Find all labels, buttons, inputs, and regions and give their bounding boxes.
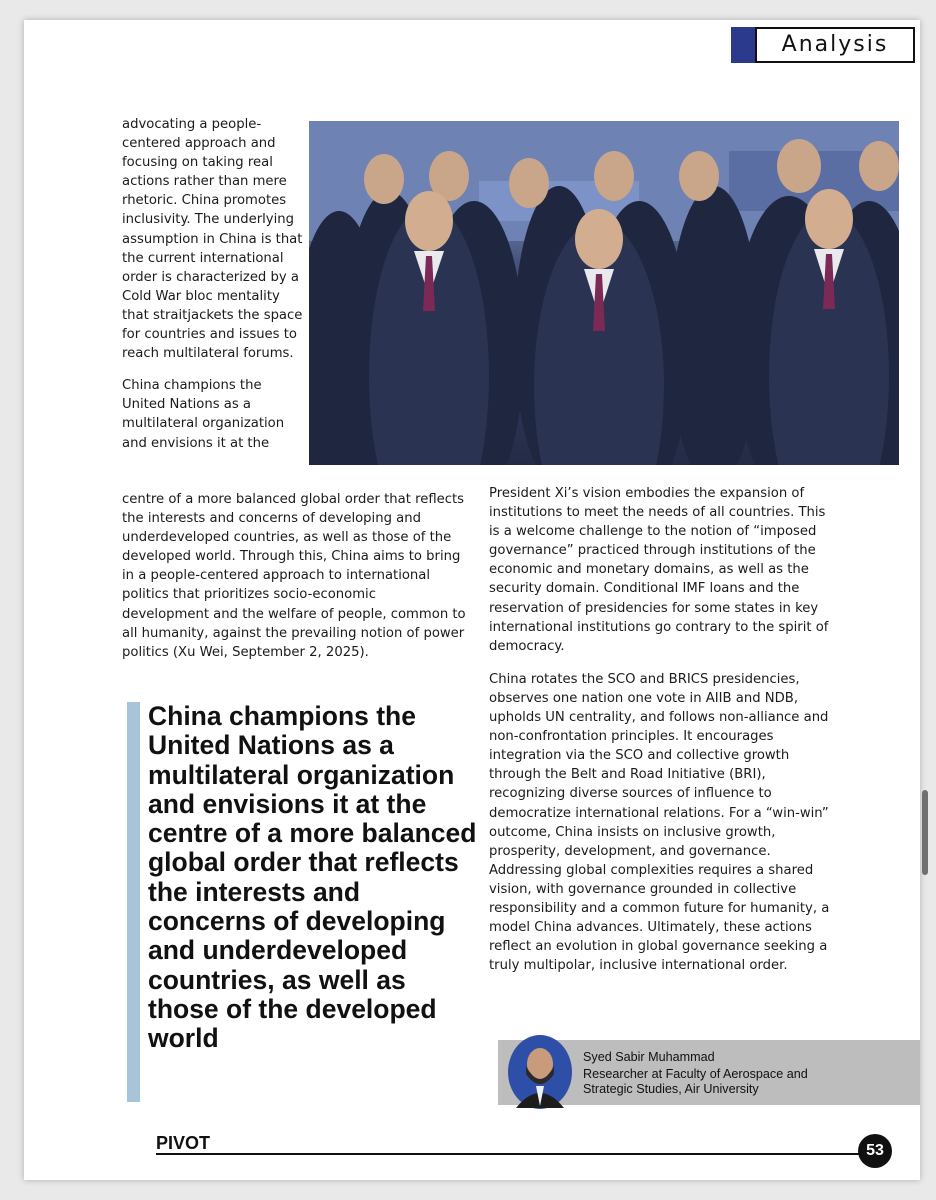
author-avatar bbox=[506, 1034, 574, 1110]
summit-group-photo bbox=[309, 121, 899, 465]
page-number: 53 bbox=[858, 1134, 892, 1168]
author-role: Researcher at Faculty of Aerospace and Strategic Studies, Air University bbox=[583, 1067, 808, 1096]
scrollbar-thumb[interactable] bbox=[922, 790, 928, 875]
photo-illustration bbox=[309, 121, 899, 465]
footer-rule bbox=[156, 1153, 861, 1155]
section-tab-accent bbox=[731, 27, 755, 63]
magazine-brand: PIVOT bbox=[156, 1133, 211, 1153]
pull-quote-rule bbox=[127, 702, 140, 1102]
article-column-right bbox=[489, 484, 839, 975]
paragraph: President Xi’s vision embodies the expansion of institutions to meet the needs of all countries. This is a welcome challenge to the notion of “imposed governance” practiced through institutions of the economic and monetary domains, as well as the security domain. Conditional IMF loans and the reservation of presidencies for some states in key international institutions go contrary to the spirit of democracy. bbox=[489, 486, 829, 654]
paragraph: China champions the United Nations as a multilateral organization and envisions it at the bbox=[122, 378, 285, 451]
section-tab bbox=[731, 27, 915, 63]
article-column-left-bottom bbox=[122, 490, 467, 662]
author-name: Syed Sabir Muhammad bbox=[583, 1050, 715, 1064]
paragraph: China rotates the SCO and BRICS presidencies, observes one nation one vote in AIIB and NDB, upholds UN centrality, and follows non-alliance and non-confrontation principles. It encourages integration via the SCO and collective growth through the Belt and Road Initiative (BRI), recognizing diverse sources of influence to democratize international relations. For a “win-win” outcome, China insists on inclusive growth, prosperity, development, and governance. Addressing global complexities requires a shared vision, with governance grounded in collective responsibility and a common future for humanity, a model China advances. Ultimately, these actions reflect an evolution in global governance seeking a truly multipolar, inclusive international order. bbox=[489, 671, 830, 974]
article-column-left-top bbox=[122, 115, 308, 453]
paragraph: centre of a more balanced global order that reflects the interests and concerns of developing and underdeveloped countries, as well as those of the developed world. Through this, China aims to bring in a people-centered approach to international politics that prioritizes socio-economic development and the welfare of people, common to all humanity, against the prevailing notion of power politics (Xu Wei, September 2, 2025). bbox=[122, 492, 466, 660]
pull-quote bbox=[127, 701, 477, 1102]
section-label: Analysis bbox=[755, 27, 915, 63]
pull-quote-text: China champions the United Nations as a multilateral organization and envisions it at the centre of a more balanced global order that reflects the interests and concerns of developing and underdeveloped countries, as well as those of the developed world bbox=[148, 701, 477, 1054]
paragraph: advocating a people-centered approach and focusing on taking real actions rather than mere rhetoric. China promotes inclusivity. The underlying assumption in China is that the current international order is characterized by a Cold War bloc mentality that straitjackets the space for countries and issues to reach multilateral forums. bbox=[122, 117, 303, 362]
